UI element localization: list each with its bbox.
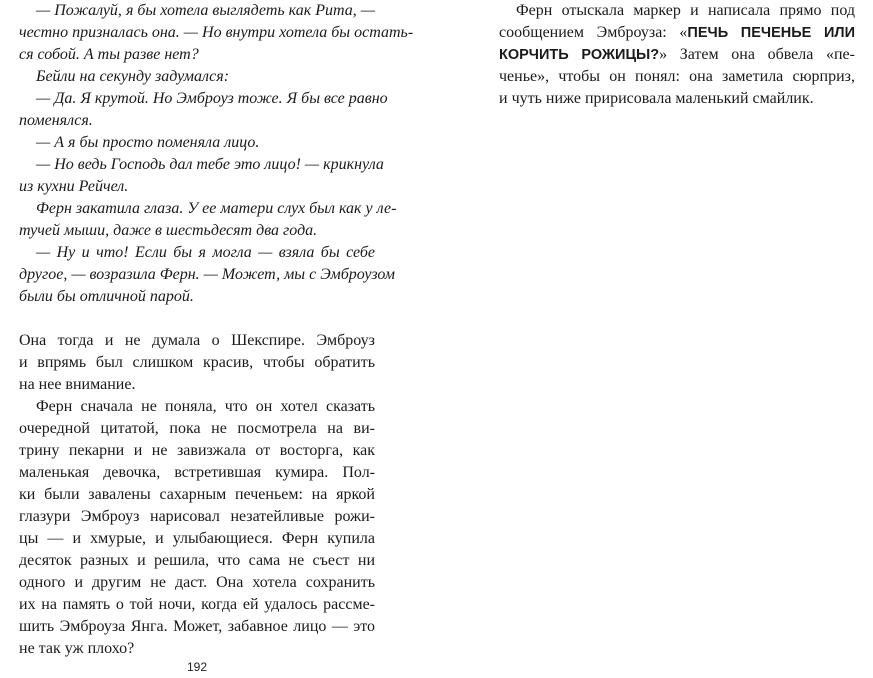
text-run: » Затем она обвела «пе- — [659, 46, 855, 63]
text-line: глазури Эмброуз нарисовал незатейливые рожи- — [19, 508, 375, 525]
page-number: 192 — [186, 660, 208, 674]
text-line: Ферн закатила глаза. У ее матери слух был как у ле- — [36, 200, 397, 217]
text-line: были бы отличной парой. — [19, 288, 194, 305]
text-line: и впрямь был слишком красив, чтобы обратить — [19, 354, 375, 371]
text-line — [499, 22, 855, 44]
text-line: их на память о той ночи, когда ей удалось рассме- — [19, 596, 375, 613]
text-line — [499, 44, 855, 66]
text-line: шить Эмброуза Янга. Может, забавное лицо — это — [19, 618, 375, 635]
body-block — [19, 330, 375, 660]
text-line: Ферн отыскала маркер и написала прямо под — [516, 2, 855, 19]
right-page — [499, 0, 855, 110]
text-line: поменялся. — [19, 112, 93, 129]
text-run: сообщением Эмброуза: « — [499, 24, 688, 41]
text-line: — Но ведь Господь дал тебе это лицо! — крикнула — [36, 156, 384, 173]
text-line: одного и другим не даст. Она хотела сохранить — [19, 574, 375, 591]
text-line: — Да. Я крутой. Но Эмброуз тоже. Я бы все равно — [36, 90, 388, 107]
text-line: десяток разных и решила, что сама не съест ни — [19, 552, 375, 569]
text-line: очередной цитатой, пока не посмотрела на ви- — [19, 420, 375, 437]
text-line: и чуть ниже пририсовала маленький смайлик. — [499, 90, 814, 107]
text-line: ся собой. А ты разве нет? — [19, 46, 199, 63]
sign-text-bold: ПЕЧЬ ПЕЧЕНЬЕ ИЛИ — [687, 25, 855, 41]
text-line: — Пожалуй, я бы хотела выглядеть как Рита, — — [36, 2, 375, 19]
dialogue-block — [19, 0, 414, 308]
text-line: маленькая девочка, встретившая кумира. Пол- — [19, 464, 375, 481]
text-line: другое, — возразила Ферн. — Может, мы с Эмброузом — [19, 266, 395, 283]
text-line: — Ну и что! Если бы я могла — взяла бы себе — [36, 244, 375, 261]
left-page — [19, 0, 414, 678]
text-line: ченье», чтобы он понял: она заметила сюрприз, — [499, 68, 855, 85]
text-line: Ферн сначала не поняла, что он хотел сказать — [36, 398, 375, 415]
text-line: из кухни Рейчел. — [19, 178, 129, 195]
text-line: цы — и хмурые, и улыбающиеся. Ферн купила — [19, 530, 375, 547]
text-line: Бейли на секунду задумался: — [36, 68, 230, 85]
text-line: трину пекарни и не завизжала от восторга, как — [19, 442, 375, 459]
sign-text-bold: КОРЧИТЬ РОЖИЦЫ? — [499, 47, 660, 63]
section-break — [19, 308, 375, 330]
text-line: ки были завалены сахарным печеньем: на яркой — [19, 486, 375, 503]
text-line: не так уж плохо? — [19, 640, 135, 657]
text-line: Она тогда и не думала о Шекспире. Эмброуз — [19, 332, 375, 349]
text-line: тучей мыши, даже в шестьдесят два года. — [19, 222, 318, 239]
text-line: честно призналась она. — Но внутри хотела бы остать- — [19, 24, 414, 41]
text-line: — А я бы просто поменяла лицо. — [36, 134, 260, 151]
text-line: на нее внимание. — [19, 376, 136, 393]
